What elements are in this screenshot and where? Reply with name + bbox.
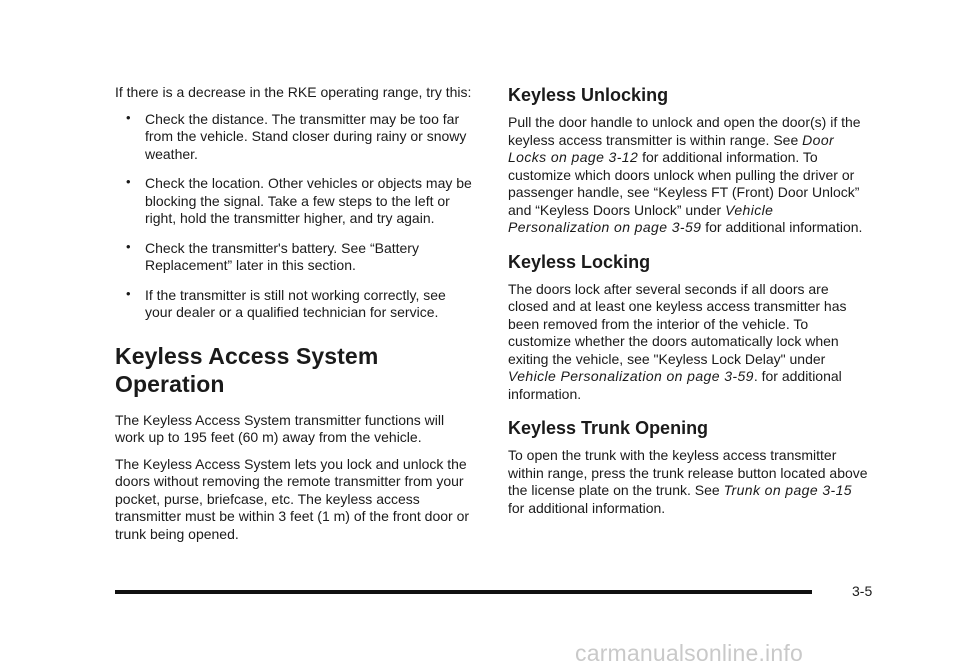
vehicle-personalization-link[interactable]: Vehicle Personalization on page 3-59: [508, 368, 754, 384]
vehicle-personalization-link[interactable]: Vehicle Personalization on page 3-59: [508, 201, 774, 235]
trunk-link[interactable]: Trunk on page 3-15: [723, 482, 852, 498]
right-column: [508, 84, 868, 526]
left-column: [115, 84, 475, 552]
page-number: 3-5: [852, 583, 873, 599]
footer-rule: [115, 590, 812, 594]
locking-paragraph: The doors lock after several seconds if all doors are closed and at least one keyless access transmitter has been removed from the interior of the vehicle. To customize whether the doors automatically lock when exiting the vehicle, see "Keyless Lock Delay" under Vehicle Personalization on page 3-59. for additional information.: [508, 280, 847, 402]
unlocking-paragraph: Pull the door handle to unlock and open the door(s) if the keyless access transmitter is within range. See Door Locks on page 3-12 for additional information. To customize which doors unlock when pulling the driver or passenger handle, see “Keyless FT (Front) Door Unlock” and “Keyless Doors Unlock” under Vehicle Personalization on page 3-59 for additional information.: [508, 114, 863, 235]
bullet-icon: •: [126, 174, 131, 189]
watermark: carmanualsonline.info: [575, 640, 803, 666]
operation-paragraph: The Keyless Access System lets you lock and unlock the doors without removing the remote transmitter from your pocket, purse, briefcase, etc. The keyless access transmitter must be within 3 feet (1 m) of the front door or trunk being opened.: [115, 455, 470, 542]
door-locks-link[interactable]: Door Locks on page 3-12: [508, 131, 835, 165]
intro-text: If there is a decrease in the RKE operating range, try this:: [115, 84, 472, 100]
list-item: • If the transmitter is still not working correctly, see your dealer or a qualified technician for service.: [126, 285, 446, 320]
troubleshooting-list: [115, 111, 475, 322]
range-paragraph: The Keyless Access System transmitter functions will work up to 195 feet (60 m) away from the vehicle.: [115, 411, 445, 445]
trunk-heading: Keyless Trunk Opening: [508, 418, 709, 438]
unlocking-heading: Keyless Unlocking: [508, 85, 669, 105]
section-heading: Keyless Access System Operation: [115, 342, 379, 397]
bullet-icon: •: [126, 238, 131, 254]
trunk-paragraph: To open the trunk with the keyless access transmitter within range, press the trunk release button located above the license plate on the trunk. See Trunk on page 3-15 for additional information.: [508, 447, 868, 516]
list-item: • Check the location. Other vehicles or objects may be blocking the signal. Take a few steps to the left or right, hold the transmitter higher, and try again.: [126, 174, 472, 226]
bullet-icon: •: [126, 109, 131, 125]
bullet-icon: •: [126, 285, 131, 301]
list-item: • Check the transmitter's battery. See “Battery Replacement” later in this section.: [126, 238, 419, 273]
list-item: • Check the distance. The transmitter may be too far from the vehicle. Stand closer during rainy or snowy weather.: [126, 109, 467, 162]
locking-heading: Keyless Locking: [508, 251, 651, 272]
